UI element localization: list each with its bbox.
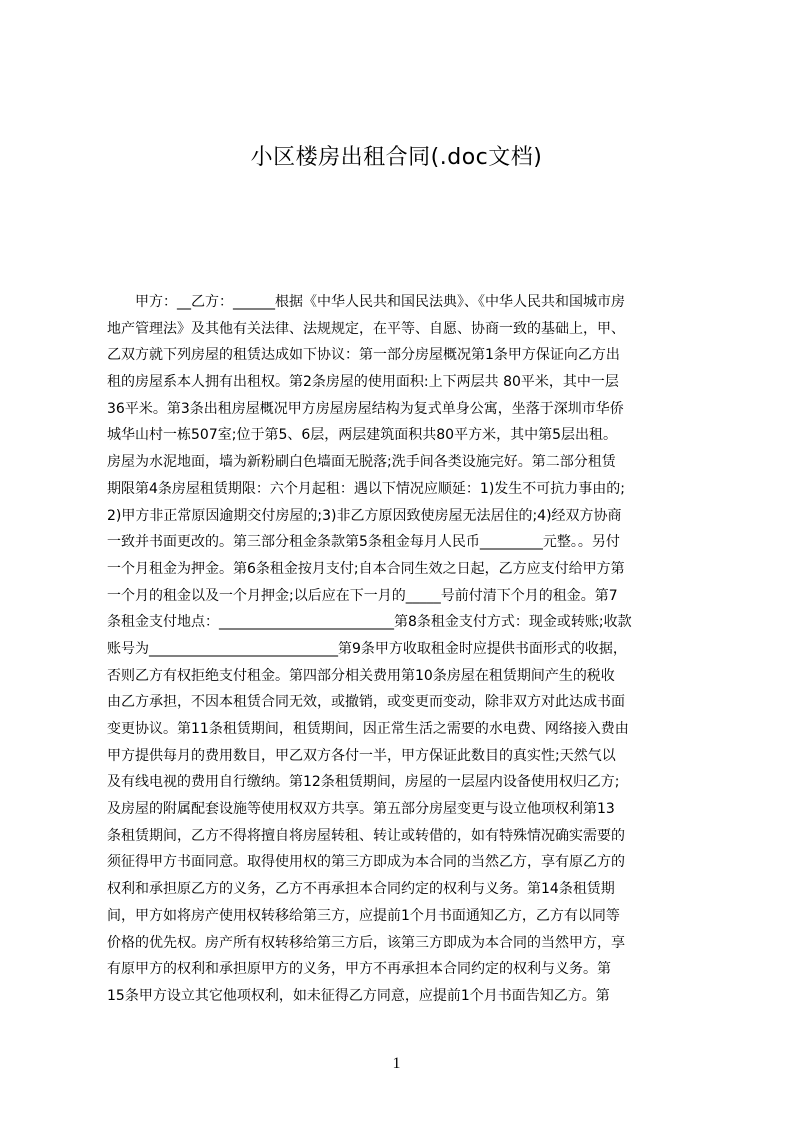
body-line: 否则乙方有权拒绝支付租金。第四部分相关费用第10条房屋在租赁期间产生的税收 — [107, 667, 615, 684]
body-line: 条租金支付地点：_________________________第8条租金支付方式：现金或转账;收款 — [107, 614, 632, 631]
body-line: 甲方提供每月的费用数目，甲乙双方各付一半，甲方保证此数目的真实性;天然气以 — [107, 747, 616, 764]
body-line: 一个月租金为押金。第6条租金按月支付;自本合同生效之日起，乙方应支付给甲方第 — [107, 560, 625, 577]
body-line: 及有线电视的费用自行缴纳。第12条租赁期间，房屋的一层屋内设备使用权归乙方; — [107, 774, 620, 791]
body-line: 价格的优先权。房产所有权转移给第三方后，该第三方即成为本合同的当然甲方，享 — [107, 934, 625, 951]
body-line: 城华山村一栋507室;位于第5、6层，两层建筑面积共80平方米，其中第5层出租。 — [107, 427, 617, 444]
contract-body — [107, 289, 697, 1010]
document-title: 小区楼房出租合同(.doc文档) — [250, 145, 543, 170]
body-line: 须征得甲方书面同意。取得使用权的第三方即成为本合同的当然乙方，享有原乙方的 — [107, 854, 625, 871]
body-line: 2)甲方非正常原因逾期交付房屋的;3)非乙方原因致使房屋无法居住的;4)经双方协商 — [107, 507, 622, 524]
body-line: 地产管理法》及其他有关法律、法规规定，在平等、自愿、协商一致的基础上，甲、 — [107, 320, 625, 337]
body-line: 条租赁期间，乙方不得将擅自将房屋转租、转让或转借的，如有特殊情况确实需要的 — [107, 827, 625, 844]
body-line: 一个月的租金以及一个月押金;以后应在下一月的_____号前付清下个月的租金。第7 — [107, 587, 618, 604]
body-line: 甲方：__乙方：______根据《中华人民共和国民法典》、《中华人民共和国城市房 — [135, 294, 625, 310]
body-line: 房屋为水泥地面，墙为新粉刷白色墙面无脱落;洗手间各类设施完好。第二部分租赁 — [107, 454, 616, 471]
body-line: 变更协议。第11条租赁期间，租赁期间，因正常生活之需要的水电费、网络接入费由 — [107, 721, 629, 737]
page-number: 1 — [392, 1055, 401, 1072]
body-line: 乙双方就下列房屋的租赁达成如下协议：第一部分房屋概况第1条甲方保证向乙方出 — [107, 347, 620, 364]
body-line: 间，甲方如将房产使用权转移给第三方，应提前1个月书面通知乙方，乙方有以同等 — [107, 907, 620, 924]
body-line: 36平米。第3条出租房屋概况甲方房屋房屋结构为复式单身公寓，坐落于深圳市华侨 — [107, 400, 624, 417]
body-line: 权利和承担原乙方的义务，乙方不再承担本合同约定的权利与义务。第14条租赁期 — [107, 881, 615, 898]
body-line: 有原甲方的权利和承担原甲方的义务，甲方不再承担本合同约定的权利与义务。第 — [107, 961, 611, 978]
body-line: 账号为___________________________第9条甲方收取租金时应提供书面形式的收据， — [107, 640, 627, 657]
body-line: 及房屋的附属配套设施等使用权双方共享。第五部分房屋变更与设立他项权利第13 — [107, 801, 615, 818]
body-line: 一致并书面更改的。第三部分租金条款第5条租金每月人民币_________元整。。另付 — [107, 534, 620, 551]
body-line: 期限第4条房屋租赁期限：六个月起租：遇以下情况应顺延：1)发生不可抗力事由的; — [107, 480, 625, 497]
body-line: 租的房屋系本人拥有出租权。第2条房屋的使用面积:上下两层共 80平米，其中一层 — [107, 374, 619, 391]
body-line: 由乙方承担，不因本租赁合同无效，或撤销，或变更而变动，除非双方对此达成书面 — [107, 694, 625, 711]
body-line: 15条甲方设立其它他项权利，如未征得乙方同意，应提前1个月书面告知乙方。第 — [107, 987, 610, 1004]
